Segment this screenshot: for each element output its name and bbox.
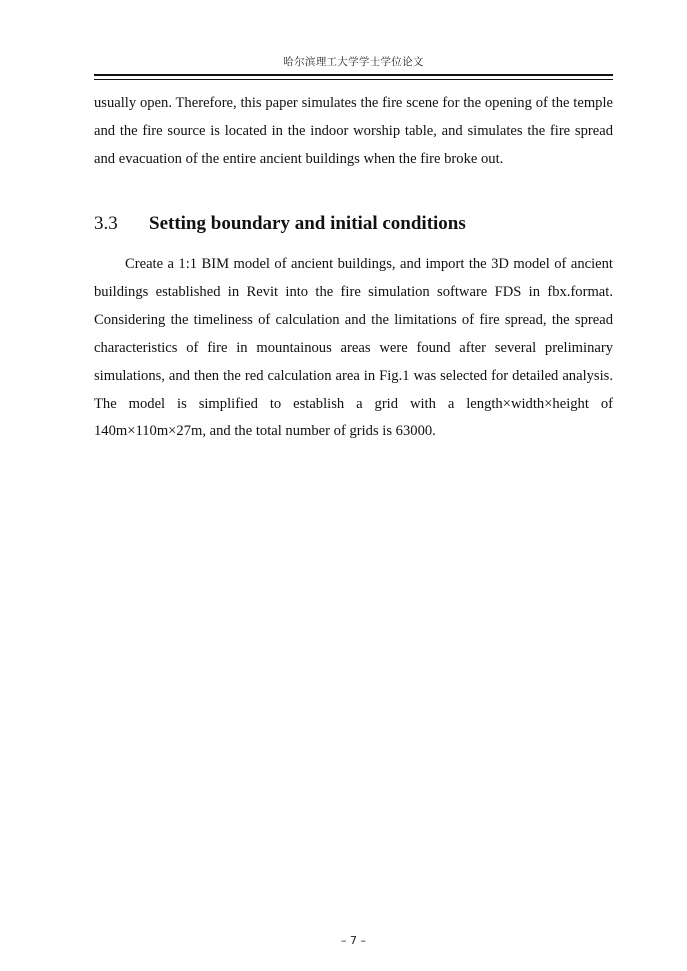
- body-paragraph-2: Create a 1:1 BIM model of ancient buildings, and import the 3D model of ancient buildings established in Revit into the fire simulation software FDS in fbx.format. Considering the timeliness of calculation and the limitations of fire spread, the spread characteristics of fire in mountainous areas were found after several preliminary simulations, and then the red calculation area in Fig.1 was selected for detailed analysis. The model is simplified to establish a grid with a length×width×height of 140m×110m×27m, and the total number of grids is 63000.: [94, 256, 613, 440]
- page-number: – 7 –: [341, 934, 366, 947]
- header-rule-thin: [94, 79, 613, 80]
- section-heading: [94, 210, 613, 238]
- running-header: 哈尔滨理工大学学士学位论文: [283, 56, 424, 68]
- body-paragraph-1: usually open. Therefore, this paper simulates the fire scene for the opening of the temple and the fire source is located in the indoor worship table, and simulates the fire spread and evacuation of the entire ancient buildings when the fire broke out.: [94, 95, 613, 167]
- section-number: 3.3: [94, 213, 118, 234]
- header-rule-thick: [94, 74, 613, 76]
- section-title: Setting boundary and initial conditions: [149, 213, 466, 234]
